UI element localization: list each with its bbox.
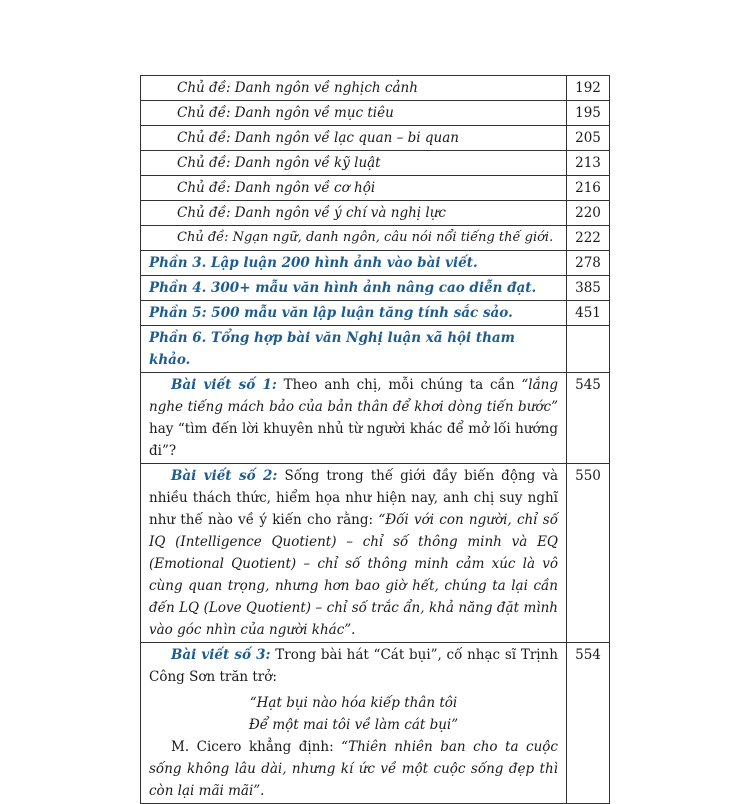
toc-page-number: 278 bbox=[567, 251, 610, 276]
table-of-contents bbox=[140, 75, 610, 804]
toc-essay-row bbox=[141, 643, 610, 804]
toc-entry-title: Chủ đề: Ngạn ngữ, danh ngôn, câu nói nổi tiếng thế giới. bbox=[141, 226, 567, 251]
toc-page-number: 222 bbox=[567, 226, 610, 251]
toc-row bbox=[141, 126, 610, 151]
toc-part-title: Phần 5: 500 mẫu văn lập luận tăng tính sắc sảo. bbox=[141, 301, 567, 326]
toc-entry-title: Chủ đề: Danh ngôn về cơ hội bbox=[141, 176, 567, 201]
essay-text: hay “tìm đến lời khuyên nhủ từ người khác để mở lối hướng đi”? bbox=[149, 421, 558, 459]
verse-line: Để một mai tôi về làm cát bụi” bbox=[248, 717, 459, 733]
toc-row bbox=[141, 251, 610, 276]
toc-page-number: 205 bbox=[567, 126, 610, 151]
toc-entry-title: Chủ đề: Danh ngôn về mục tiêu bbox=[141, 101, 567, 126]
toc-row bbox=[141, 101, 610, 126]
verse-line: “Hạt bụi nào hóa kiếp thân tôi bbox=[249, 695, 458, 711]
toc-row bbox=[141, 151, 610, 176]
toc-part-title: Phần 4. 300+ mẫu văn hình ảnh nâng cao diễn đạt. bbox=[141, 276, 567, 301]
toc-page-number: 451 bbox=[567, 301, 610, 326]
toc-page-number: 213 bbox=[567, 151, 610, 176]
essay-label: Bài viết số 2: bbox=[171, 468, 278, 484]
toc-row bbox=[141, 76, 610, 101]
toc-page-number: 192 bbox=[567, 76, 610, 101]
toc-entry-title: Chủ đề: Danh ngôn về lạc quan – bi quan bbox=[141, 126, 567, 151]
toc-entry-title: Chủ đề: Danh ngôn về nghịch cảnh bbox=[141, 76, 567, 101]
essay-entry bbox=[141, 373, 567, 464]
toc-page-number: 216 bbox=[567, 176, 610, 201]
toc-part-title: Phần 3. Lập luận 200 hình ảnh vào bài viết. bbox=[141, 251, 567, 276]
essay-entry bbox=[141, 464, 567, 643]
toc-row bbox=[141, 226, 610, 251]
toc-page-number: 545 bbox=[567, 373, 610, 464]
toc-row bbox=[141, 176, 610, 201]
toc-essay-row bbox=[141, 373, 610, 464]
essay-text: M. Cicero khẳng định: bbox=[171, 739, 342, 755]
essay-text: Trong bài hát “Cát bụi”, cố nhạc sĩ Trịnh Công Sơn trăn trở: bbox=[149, 647, 558, 685]
toc-row bbox=[141, 276, 610, 301]
essay-label: Bài viết số 1: bbox=[171, 377, 277, 393]
toc-page-number: 385 bbox=[567, 276, 610, 301]
toc-page-number: 550 bbox=[567, 464, 610, 643]
toc-row bbox=[141, 301, 610, 326]
toc-entry-title: Chủ đề: Danh ngôn về kỹ luật bbox=[141, 151, 567, 176]
essay-quote: “Thiên nhiên ban cho ta cuộc sống không lâu dài, nhưng kí ức về một cuộc sống đẹp thì còn lại mãi mãi”. bbox=[149, 739, 558, 799]
essay-quote: “Đối với con người, chỉ số IQ (Intelligence Quotient) – chỉ số thông minh và EQ (Emotional Quotient) – chỉ số thông minh cảm xúc là vô cùng quan trọng, nhưng hơn bao giờ hết, chúng ta lại cần đến LQ (Love Quotient) – chỉ số trắc ẩn, khả năng đặt mình vào góc nhìn của người khác”. bbox=[149, 512, 558, 638]
toc-row bbox=[141, 201, 610, 226]
essay-quote: “lắng nghe tiếng mách bảo của bản thân để khơi dòng tiến bước” bbox=[149, 377, 558, 415]
toc-row bbox=[141, 326, 610, 373]
toc-page-number bbox=[567, 326, 610, 373]
essay-entry bbox=[141, 643, 567, 804]
essay-text: Sống trong thế giới đầy biến động và nhiều thách thức, hiểm họa như hiện nay, anh chị suy nghĩ như thế nào về ý kiến cho rằng: bbox=[149, 468, 558, 528]
toc-page-number: 220 bbox=[567, 201, 610, 226]
essay-label: Bài viết số 3: bbox=[171, 647, 271, 663]
toc-essay-row bbox=[141, 464, 610, 643]
toc-page-number: 195 bbox=[567, 101, 610, 126]
toc-entry-title: Chủ đề: Danh ngôn về ý chí và nghị lực bbox=[141, 201, 567, 226]
essay-text: Theo anh chị, mỗi chúng ta cần bbox=[276, 377, 522, 393]
toc-page-number: 554 bbox=[567, 643, 610, 804]
toc-part-title: Phần 6. Tổng hợp bài văn Nghị luận xã hội tham khảo. bbox=[141, 326, 567, 373]
